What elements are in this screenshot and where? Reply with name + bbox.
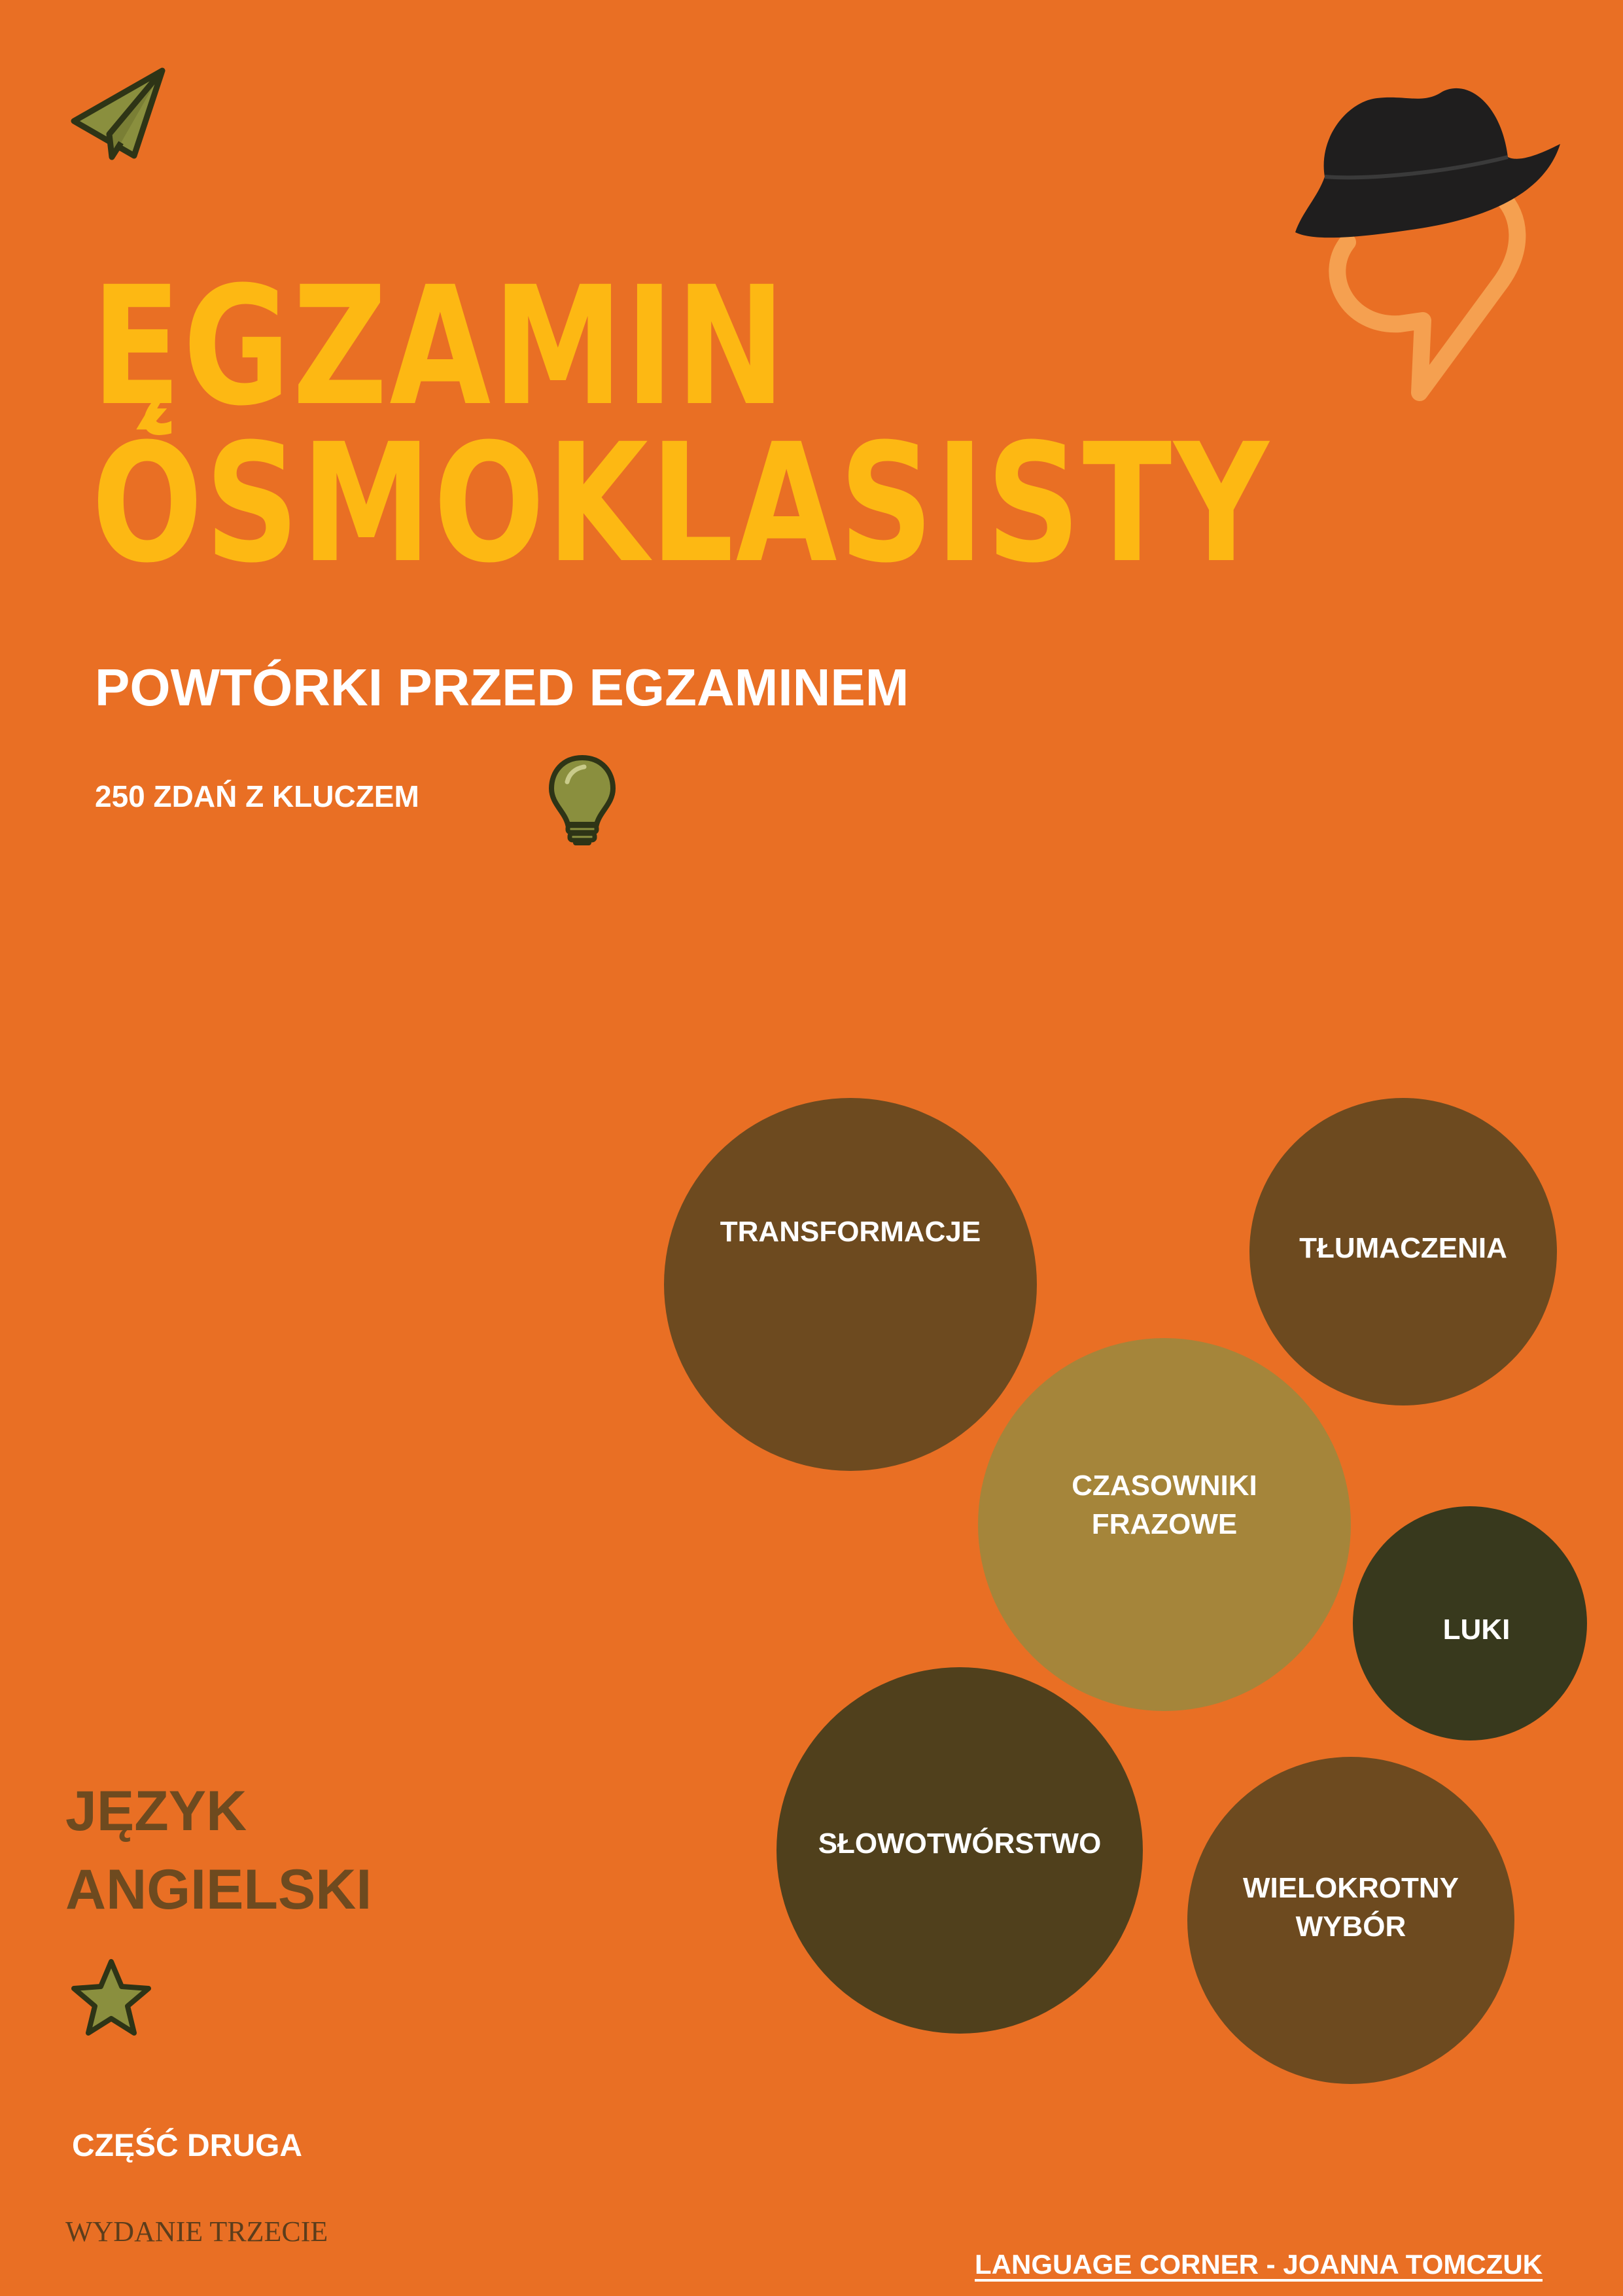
star-icon (69, 1956, 154, 2038)
topic-label: SŁOWOTWÓRSTWO (818, 1828, 1102, 1860)
lightbulb-icon (546, 752, 618, 851)
sentences-note: 250 ZDAŃ Z KLUCZEM (95, 779, 419, 813)
topic-circle-luki (1353, 1506, 1587, 1740)
language-line-2: ANGIELSKI (65, 1858, 372, 1921)
topic-label: TRANSFORMACJE (720, 1216, 981, 1248)
paper-plane-icon (69, 65, 167, 164)
topic-label: LUKI (1442, 1614, 1510, 1646)
topic-circle-czasowniki-frazowe (978, 1338, 1351, 1711)
language-line-1: JĘZYK (65, 1780, 247, 1843)
topic-circle-transformacje (664, 1098, 1037, 1471)
publisher-link[interactable]: LANGUAGE CORNER - JOANNA TOMCZUK (975, 2249, 1543, 2280)
title-line-1: ĘGZAMIN (92, 251, 788, 442)
hat-speech-bubble-icon (1285, 65, 1560, 406)
edition-label: WYDANIE TRZECIE (65, 2216, 328, 2248)
topic-circle-wielokrotny-wybor (1187, 1757, 1514, 2084)
title-line-2: ÓSMOKLASISTY (92, 408, 1271, 599)
topic-circle-tlumaczenia (1249, 1098, 1557, 1405)
topic-label: CZASOWNIKI FRAZOWE (1072, 1469, 1257, 1540)
topic-circle-slowotworstwo (777, 1667, 1143, 2034)
part-label: CZĘŚĆ DRUGA (72, 2128, 303, 2163)
subtitle: POWTÓRKI PRZED EGZAMINEM (95, 658, 909, 716)
topic-label: WIELOKROTNY WYBÓR (1243, 1871, 1459, 1943)
topic-label: TŁUMACZENIA (1299, 1232, 1507, 1265)
